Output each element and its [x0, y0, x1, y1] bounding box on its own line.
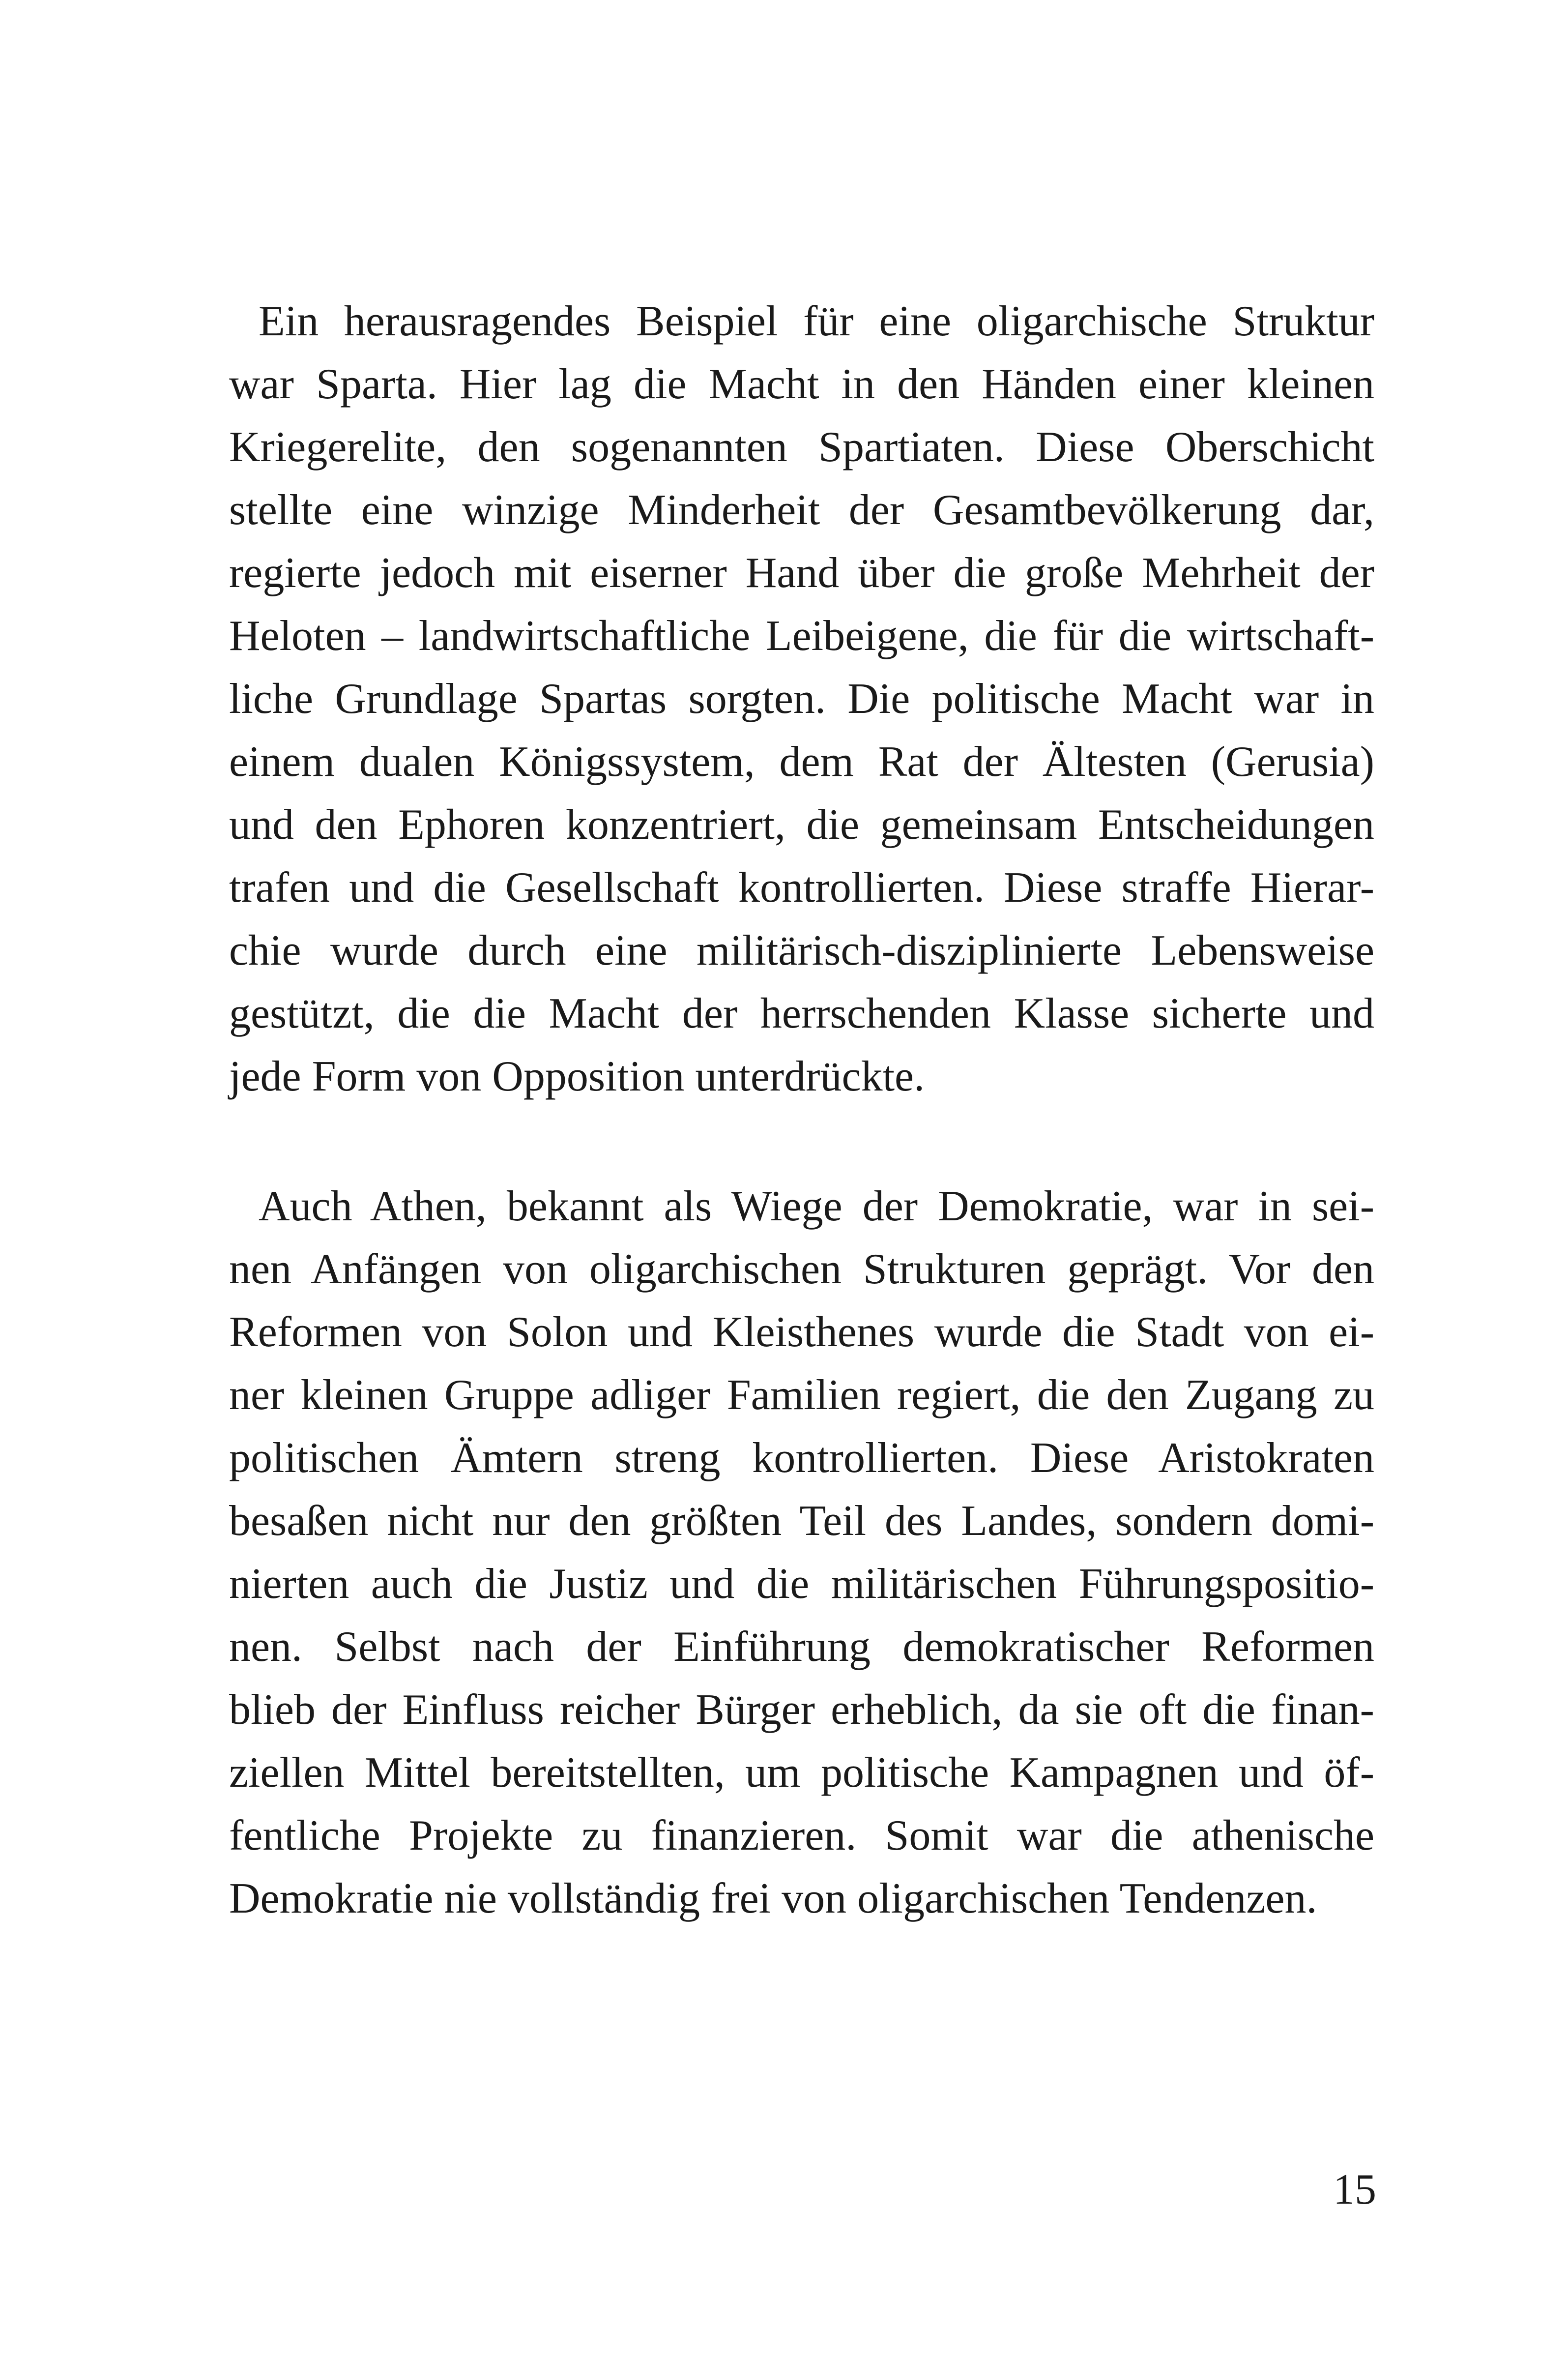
- text-line: Kriegerelite, den sogenannten Spartiaten. Diese Oberschicht: [229, 423, 1374, 471]
- text-line: regierte jedoch mit eiserner Hand über die große Mehrheit der: [229, 549, 1374, 597]
- text-line: gestützt, die die Macht der herrschenden Klasse sicherte und: [229, 990, 1374, 1037]
- paragraph-sparta: [229, 290, 1374, 1108]
- paragraph-athen: [229, 1175, 1374, 1930]
- text-line: nen Anfängen von oligarchischen Strukturen geprägt. Vor den: [229, 1245, 1374, 1293]
- page-number: 15: [1333, 2166, 1376, 2213]
- text-line: besaßen nicht nur den größten Teil des Landes, sondern domi-: [229, 1497, 1374, 1545]
- text-line: stellte eine winzige Minderheit der Gesamtbevölkerung dar,: [229, 486, 1374, 534]
- text-line: trafen und die Gesellschaft kontrollierten. Diese straffe Hierar-: [229, 864, 1374, 912]
- text-line: jede Form von Opposition unterdrückte.: [229, 1053, 925, 1100]
- text-line: Demokratie nie vollständig frei von oligarchischen Tendenzen.: [229, 1875, 1317, 1922]
- text-line: Reformen von Solon und Kleisthenes wurde die Stadt von ei-: [229, 1308, 1374, 1356]
- text-line: blieb der Einfluss reicher Bürger erheblich, da sie oft die finan-: [229, 1686, 1374, 1734]
- text-line: liche Grundlage Spartas sorgten. Die politische Macht war in: [229, 675, 1374, 723]
- text-line: politischen Ämtern streng kontrollierten. Diese Aristokraten: [229, 1434, 1374, 1482]
- text-line: ner kleinen Gruppe adliger Familien regiert, die den Zugang zu: [229, 1371, 1374, 1419]
- text-line: Auch Athen, bekannt als Wiege der Demokratie, war in sei-: [259, 1182, 1374, 1230]
- text-line: und den Ephoren konzentriert, die gemeinsam Entscheidungen: [229, 801, 1374, 849]
- text-line: einem dualen Königssystem, dem Rat der Ältesten (Gerusia): [229, 738, 1374, 786]
- text-line: chie wurde durch eine militärisch-disziplinierte Lebensweise: [229, 927, 1374, 974]
- text-line: Ein herausragendes Beispiel für eine oligarchische Struktur: [259, 297, 1374, 345]
- text-line: nen. Selbst nach der Einführung demokratischer Reformen: [229, 1623, 1374, 1671]
- text-line: war Sparta. Hier lag die Macht in den Händen einer kleinen: [229, 360, 1374, 408]
- text-line: Heloten – landwirtschaftliche Leibeigene, die für die wirtschaft-: [229, 612, 1374, 660]
- text-line: nierten auch die Justiz und die militärischen Führungspositio-: [229, 1560, 1374, 1608]
- text-line: fentliche Projekte zu finanzieren. Somit war die athenische: [229, 1812, 1374, 1859]
- text-line: ziellen Mittel bereitstellten, um politische Kampagnen und öf-: [229, 1749, 1374, 1797]
